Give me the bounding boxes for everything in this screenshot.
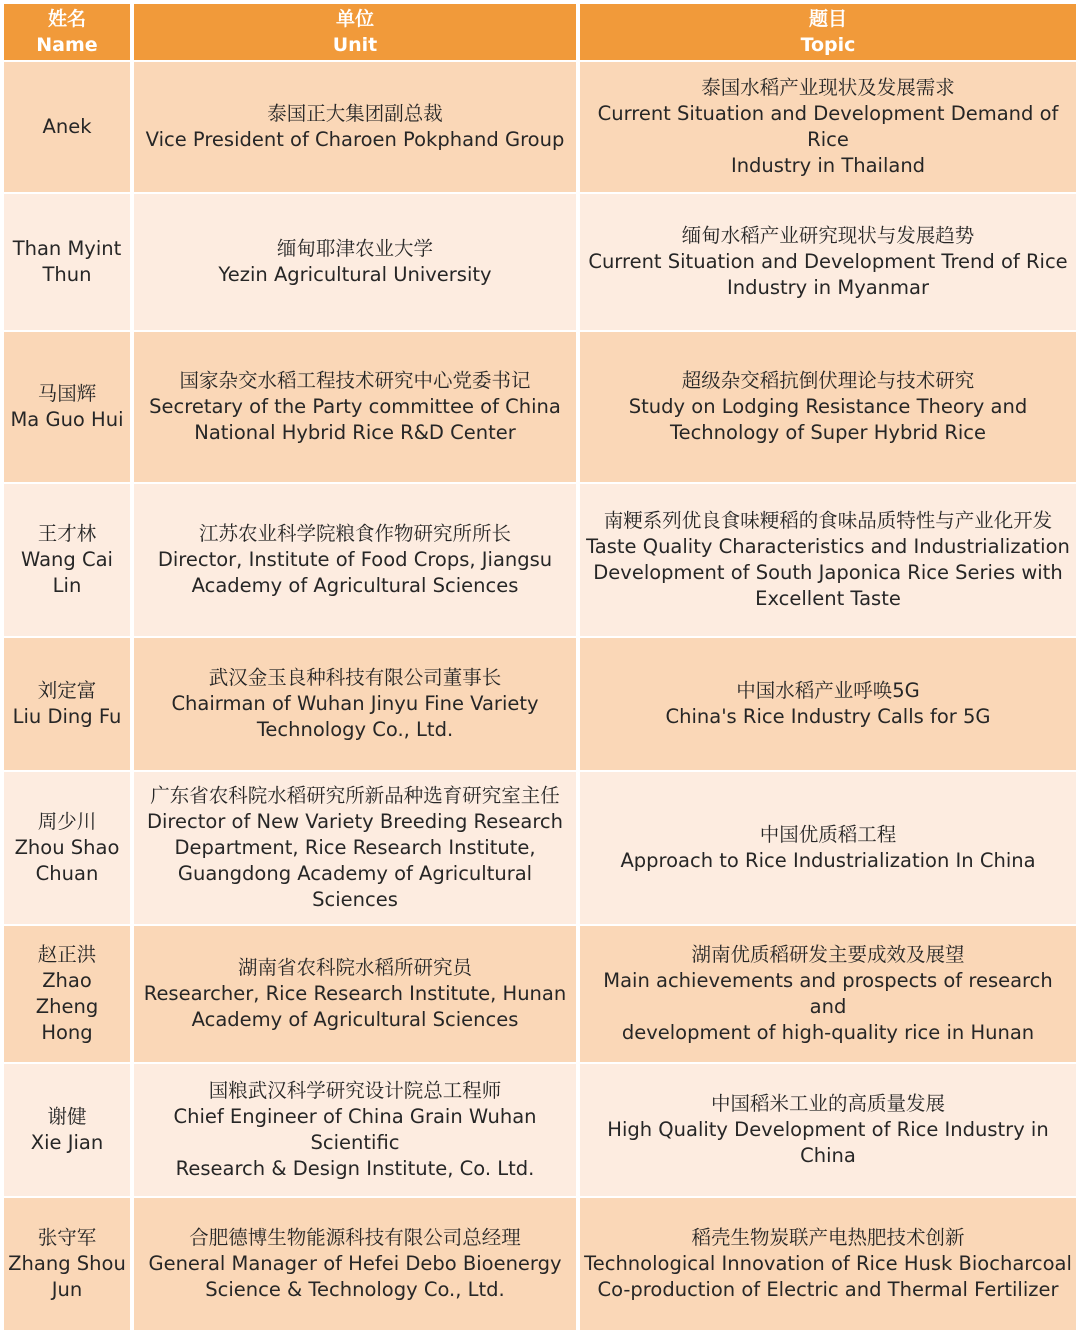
topic-line: 中国优质稻工程 xyxy=(759,823,897,846)
name-line: 周少川 xyxy=(37,810,97,833)
topic-line: Industry in Thailand xyxy=(730,154,926,177)
topic-line: Development of South Japonica Rice Series with xyxy=(593,561,1063,584)
topic-line: Study on Lodging Resistance Theory and xyxy=(628,395,1028,418)
header-topic-en: Topic xyxy=(800,34,856,56)
unit-line: 广东省农科院水稻研究所新品种选育研究室主任 xyxy=(150,784,560,807)
header-unit-zh: 单位 xyxy=(335,8,374,30)
topic-line: China's Rice Industry Calls for 5G xyxy=(665,705,991,728)
unit-line: 泰国正大集团副总裁 xyxy=(267,102,443,125)
name-line: 张守军 xyxy=(37,1226,97,1249)
topic-line: Co-production of Electric and Thermal Fertilizer xyxy=(597,1278,1059,1301)
unit-line: Chairman of Wuhan Jinyu Fine Variety xyxy=(171,692,539,715)
unit-line: 湖南省农科院水稻所研究员 xyxy=(237,956,472,979)
unit-line: Academy of Agricultural Sciences xyxy=(191,1008,519,1031)
unit-cell xyxy=(134,484,576,636)
name-cell xyxy=(4,1198,130,1330)
header-name xyxy=(4,4,130,60)
unit-line: 国粮武汉科学研究设计院总工程师 xyxy=(208,1079,502,1102)
name-cell xyxy=(4,194,130,330)
topic-line: 缅甸水稻产业研究现状与发展趋势 xyxy=(681,224,975,247)
name-line: Hong xyxy=(41,1021,93,1044)
topic-line: 中国水稻产业呼唤5G xyxy=(736,679,920,702)
unit-cell xyxy=(134,1198,576,1330)
topic-line: Technology of Super Hybrid Rice xyxy=(669,421,987,444)
name-cell xyxy=(4,62,130,192)
unit-line: Research & Design Institute, Co. Ltd. xyxy=(175,1157,535,1180)
topic-line: 稻壳生物炭联产电热肥技术创新 xyxy=(691,1226,965,1249)
topic-line: Technological Innovation of Rice Husk Biocharcoal xyxy=(584,1252,1072,1275)
name-line: 王才林 xyxy=(37,522,97,545)
name-line: Ma Guo Hui xyxy=(10,408,124,431)
topic-line: 泰国水稻产业现状及发展需求 xyxy=(701,76,955,99)
name-cell xyxy=(4,484,130,636)
name-line: Lin xyxy=(52,574,82,597)
name-line: 谢健 xyxy=(47,1105,87,1128)
topic-line: Main achievements and prospects of research and xyxy=(603,969,1053,1018)
topic-line: 中国稻米工业的高质量发展 xyxy=(710,1092,945,1115)
topic-line: Current Situation and Development Trend of Rice xyxy=(588,250,1068,273)
name-line: Zhou Shao xyxy=(14,836,120,859)
unit-line: Science & Technology Co., Ltd. xyxy=(205,1278,505,1301)
topic-cell xyxy=(580,772,1076,924)
name-cell xyxy=(4,772,130,924)
unit-line: Chief Engineer of China Grain Wuhan Scientific xyxy=(173,1105,537,1154)
name-line: Zhao Zheng xyxy=(35,969,99,1018)
name-line: 刘定富 xyxy=(37,679,97,702)
name-line: Zhang Shou xyxy=(8,1252,126,1275)
name-line: Xie Jian xyxy=(30,1131,104,1154)
topic-line: 南粳系列优良食味粳稻的食味品质特性与产业化开发 xyxy=(603,509,1053,532)
unit-cell xyxy=(134,62,576,192)
name-line: Chuan xyxy=(35,862,99,885)
name-cell xyxy=(4,332,130,482)
name-cell xyxy=(4,638,130,770)
header-unit-en: Unit xyxy=(332,34,378,56)
topic-line: Current Situation and Development Demand of Rice xyxy=(597,102,1059,151)
name-cell xyxy=(4,1064,130,1196)
topic-cell xyxy=(580,194,1076,330)
name-cell xyxy=(4,926,130,1062)
topic-cell xyxy=(580,484,1076,636)
unit-line: Director of New Variety Breeding Research xyxy=(147,810,563,833)
unit-cell xyxy=(134,1064,576,1196)
topic-line: High Quality Development of Rice Industry in China xyxy=(607,1118,1049,1167)
unit-line: 武汉金玉良种科技有限公司董事长 xyxy=(208,666,502,689)
header-topic-zh: 题目 xyxy=(808,8,847,30)
header-name-zh: 姓名 xyxy=(47,8,86,30)
unit-line: General Manager of Hefei Debo Bioenergy xyxy=(148,1252,562,1275)
topic-line: 超级杂交稻抗倒伏理论与技术研究 xyxy=(681,369,975,392)
unit-cell xyxy=(134,926,576,1062)
unit-cell xyxy=(134,638,576,770)
topic-cell xyxy=(580,332,1076,482)
name-line: Wang Cai xyxy=(21,548,113,571)
unit-line: National Hybrid Rice R&D Center xyxy=(194,421,516,444)
topic-line: Taste Quality Characteristics and Industrialization xyxy=(586,535,1070,558)
name-line: 马国辉 xyxy=(37,382,97,405)
speaker-table xyxy=(4,4,1076,1317)
unit-line: Technology Co., Ltd. xyxy=(256,718,454,741)
header-unit xyxy=(134,4,576,60)
unit-line: 合肥德博生物能源科技有限公司总经理 xyxy=(189,1226,521,1249)
unit-cell xyxy=(134,194,576,330)
unit-line: 缅甸耶津农业大学 xyxy=(276,237,433,260)
topic-line: Industry in Myanmar xyxy=(726,276,930,299)
unit-line: Guangdong Academy of Agricultural Sciences xyxy=(177,862,533,911)
unit-line: Secretary of the Party committee of China xyxy=(149,395,561,418)
header-name-en: Name xyxy=(36,34,98,56)
unit-line: 国家杂交水稻工程技术研究中心党委书记 xyxy=(179,369,531,392)
unit-cell xyxy=(134,332,576,482)
unit-line: 江苏农业科学院粮食作物研究所所长 xyxy=(198,522,511,545)
topic-line: 湖南优质稻研发主要成效及展望 xyxy=(691,943,965,966)
topic-cell xyxy=(580,1064,1076,1196)
unit-line: Academy of Agricultural Sciences xyxy=(191,574,519,597)
unit-cell xyxy=(134,772,576,924)
topic-cell xyxy=(580,1198,1076,1330)
name-line: Thun xyxy=(42,263,92,286)
name-line: 赵正洪 xyxy=(37,943,97,966)
unit-line: Researcher, Rice Research Institute, Hunan xyxy=(143,982,567,1005)
topic-cell xyxy=(580,62,1076,192)
name-line: Liu Ding Fu xyxy=(12,705,122,728)
unit-line: Department, Rice Research Institute, xyxy=(174,836,536,859)
topic-line: Approach to Rice Industrialization In China xyxy=(620,849,1036,872)
header-topic xyxy=(580,4,1076,60)
topic-cell xyxy=(580,926,1076,1062)
name-line: Anek xyxy=(42,115,92,138)
name-line: Jun xyxy=(51,1278,83,1301)
topic-line: development of high-quality rice in Hunan xyxy=(621,1021,1035,1044)
topic-cell xyxy=(580,638,1076,770)
topic-line: Excellent Taste xyxy=(755,587,901,610)
name-line: Than Myint xyxy=(12,237,122,260)
unit-line: Director, Institute of Food Crops, Jiangsu xyxy=(157,548,553,571)
unit-line: Yezin Agricultural University xyxy=(218,263,492,286)
unit-line: Vice President of Charoen Pokphand Group xyxy=(145,128,565,151)
